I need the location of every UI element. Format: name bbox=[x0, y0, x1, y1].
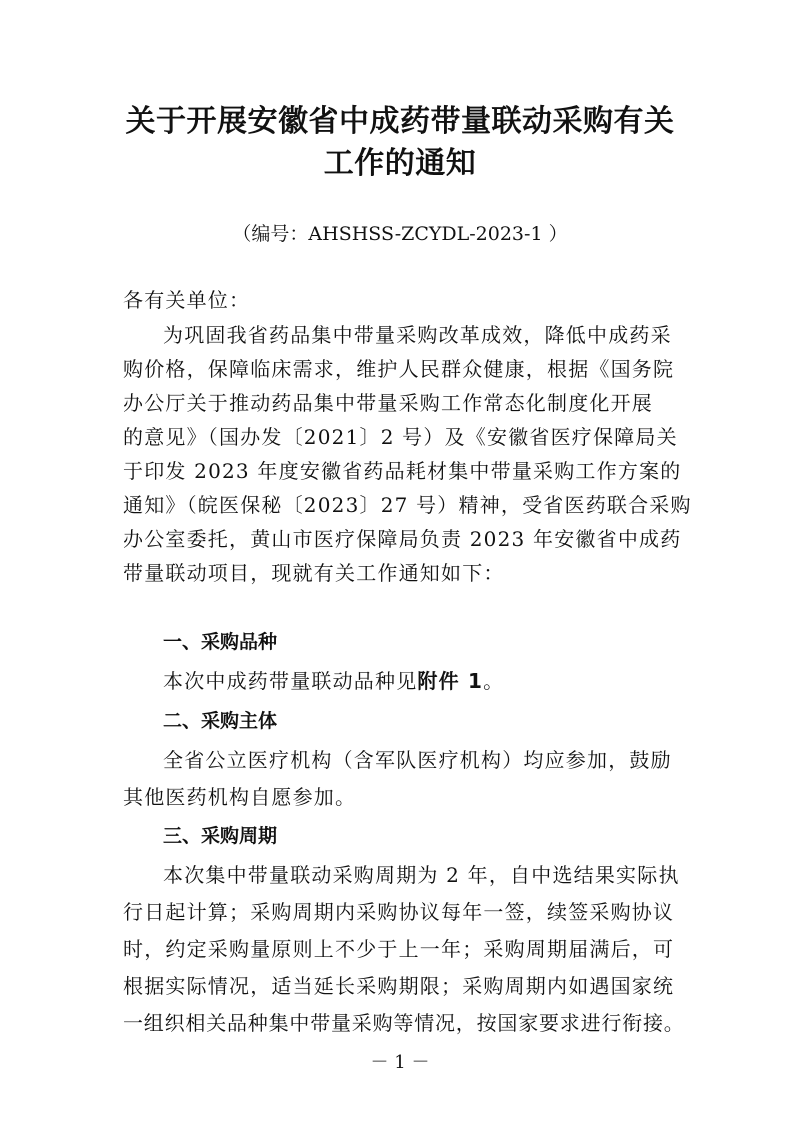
section-3-line-2: 行日起计算；采购周期内采购协议每年一签，续签采购协议 bbox=[123, 900, 675, 924]
section-1-heading: 一、采购品种 bbox=[163, 631, 278, 653]
intro-line-1: 为巩固我省药品集中带量采购改革成效，降低中成药采 bbox=[163, 323, 672, 347]
intro-line-4: 的意见》（国办发〔2021〕2 号）及《安徽省医疗保障局关 bbox=[123, 425, 678, 449]
document-number: （编号：AHSHSS-ZCYDL-2023-1 ） bbox=[232, 223, 568, 245]
intro-line-3: 办公厅关于推动药品集中带量采购工作常态化制度化开展 bbox=[123, 391, 653, 415]
page-number: － 1 － bbox=[370, 1052, 430, 1073]
intro-line-8: 带量联动项目，现就有关工作通知如下： bbox=[123, 561, 505, 585]
section-1-text-before: 本次中成药带量联动品种见 bbox=[163, 669, 418, 693]
section-2-heading: 二、采购主体 bbox=[163, 710, 278, 732]
salutation: 各有关单位： bbox=[123, 288, 251, 312]
section-3-line-3: 时，约定采购量原则上不少于上一年；采购周期届满后，可 bbox=[123, 937, 675, 961]
document-title-line-1: 关于开展安徽省中成药带量联动采购有关 bbox=[125, 104, 675, 139]
section-2-line-2: 其他医药机构自愿参加。 bbox=[123, 785, 357, 809]
intro-line-5: 于印发 2023 年度安徽省药品耗材集中带量采购工作方案的 bbox=[123, 459, 682, 483]
intro-line-7: 办公室委托，黄山市医疗保障局负责 2023 年安徽省中成药 bbox=[123, 527, 682, 551]
section-2-line-1: 全省公立医疗机构（含军队医疗机构）均应参加，鼓励 bbox=[163, 748, 672, 772]
section-3-line-1: 本次集中带量联动采购周期为 2 年，自中选结果实际执 bbox=[163, 863, 680, 887]
section-3-heading: 三、采购周期 bbox=[163, 825, 278, 847]
attachment-reference: 附件 1 bbox=[417, 669, 484, 693]
document-title-line-2: 工作的通知 bbox=[323, 146, 477, 181]
section-1-text bbox=[163, 666, 693, 696]
section-3-line-5: 一组织相关品种集中带量采购等情况，按国家要求进行衔接。 bbox=[123, 1011, 685, 1035]
section-3-line-4: 根据实际情况，适当延长采购期限；采购周期内如遇国家统 bbox=[123, 974, 675, 998]
section-1-text-after: 。 bbox=[483, 669, 505, 693]
intro-line-6: 通知》（皖医保秘〔2023〕27 号）精神，受省医药联合采购 bbox=[123, 493, 692, 517]
intro-line-2: 购价格，保障临床需求，维护人民群众健康，根据《国务院 bbox=[123, 357, 675, 381]
